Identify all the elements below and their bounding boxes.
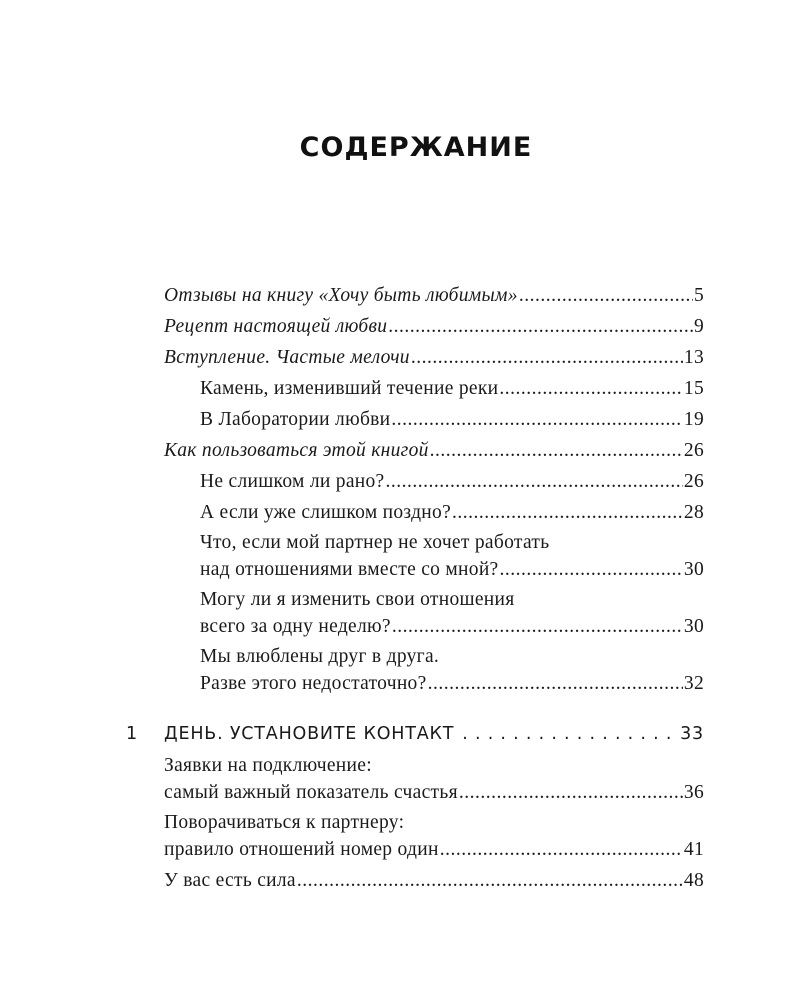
toc-entry-title: Как пользоваться этой книгой (164, 440, 429, 461)
dot-leader (428, 670, 683, 697)
chapter-number: 1 (126, 724, 138, 744)
toc-entry-title-line2: Разве этого недостаточно? (200, 673, 427, 694)
toc-entry-title: Вступление. Частые мелочи (164, 347, 410, 368)
toc-entry-title-line1: Мы влюблены друг в друга. (200, 646, 440, 667)
toc-entry-page: 9 (693, 316, 704, 337)
dot-leader (462, 719, 676, 749)
dot-leader (386, 468, 683, 495)
toc-entry-title: Камень, изменивший течение реки (200, 378, 499, 399)
toc-entry-in-love[interactable] (200, 644, 704, 697)
toc-entry-title-line1: Заявки на подключение: (164, 755, 372, 776)
toc-chapter-1[interactable] (126, 719, 704, 749)
dot-leader (297, 867, 683, 894)
toc-entry-too-early[interactable] (200, 468, 704, 495)
toc-entry-page: 30 (683, 559, 704, 580)
toc-entry-stone[interactable] (200, 375, 704, 402)
dot-leader (388, 313, 693, 340)
toc-entry-title-line1: Что, если мой партнер не хочет работать (200, 532, 550, 553)
chapter-title: ДЕНЬ. УСТАНОВИТЕ КОНТАКТ (164, 724, 455, 744)
toc-entry-page: 15 (683, 378, 704, 399)
dot-leader (499, 375, 683, 402)
dot-leader (391, 406, 682, 433)
dot-leader (519, 282, 693, 309)
toc-entry-power[interactable] (164, 867, 704, 894)
toc-entry-page: 48 (683, 870, 704, 891)
toc-entry-recipe[interactable] (164, 313, 704, 340)
toc-entry-title: Не слишком ли рано? (200, 471, 385, 492)
page-title: СОДЕРЖАНИЕ (299, 132, 533, 163)
table-of-contents (126, 282, 704, 894)
toc-entry-title-line1: Поворачиваться к партнеру: (164, 812, 405, 833)
toc-entry-page: 26 (683, 440, 704, 461)
dot-leader (430, 437, 683, 464)
toc-entry-title-line1: Могу ли я изменить свои отношения (200, 589, 515, 610)
toc-entry-title: У вас есть сила (164, 870, 296, 891)
toc-entry-title-line2: над отношениями вместе со мной? (200, 559, 499, 580)
toc-entry-page: 30 (683, 616, 704, 637)
dot-leader (411, 344, 683, 371)
toc-entry-title-line2: правило отношений номер один (164, 839, 439, 860)
toc-entry-page: 19 (683, 409, 704, 430)
toc-entry-page: 41 (683, 839, 704, 860)
dot-leader (440, 836, 683, 863)
toc-entry-title: Рецепт настоящей любви (164, 316, 388, 337)
toc-entry-page: 36 (683, 782, 704, 803)
dot-leader (452, 499, 683, 526)
toc-entry-reviews[interactable] (164, 282, 704, 309)
toc-entry-too-late[interactable] (200, 499, 704, 526)
dot-leader (392, 613, 683, 640)
toc-entry-one-week[interactable] (200, 587, 704, 640)
toc-entry-partner-refuses[interactable] (200, 530, 704, 583)
toc-entry-title: В Лаборатории любви (200, 409, 391, 430)
toc-entry-how-to-use[interactable] (164, 437, 704, 464)
chapter-page: 33 (680, 724, 704, 744)
dot-leader (500, 556, 683, 583)
toc-entry-turning-toward[interactable] (164, 810, 704, 863)
toc-entry-page: 5 (693, 285, 704, 306)
toc-entry-title-line2: всего за одну неделю? (200, 616, 391, 637)
toc-entry-introduction[interactable] (164, 344, 704, 371)
toc-entry-title: А если уже слишком поздно? (200, 502, 452, 523)
dot-leader (459, 779, 683, 806)
toc-entry-title-line2: самый важный показатель счастья (164, 782, 458, 803)
toc-entry-page: 28 (683, 502, 704, 523)
toc-entry-bids[interactable] (164, 753, 704, 806)
toc-entry-title: Отзывы на книгу «Хочу быть любимым» (164, 285, 518, 306)
toc-entry-page: 13 (683, 347, 704, 368)
toc-entry-page: 32 (683, 673, 704, 694)
toc-entry-page: 26 (683, 471, 704, 492)
toc-entry-love-lab[interactable] (200, 406, 704, 433)
